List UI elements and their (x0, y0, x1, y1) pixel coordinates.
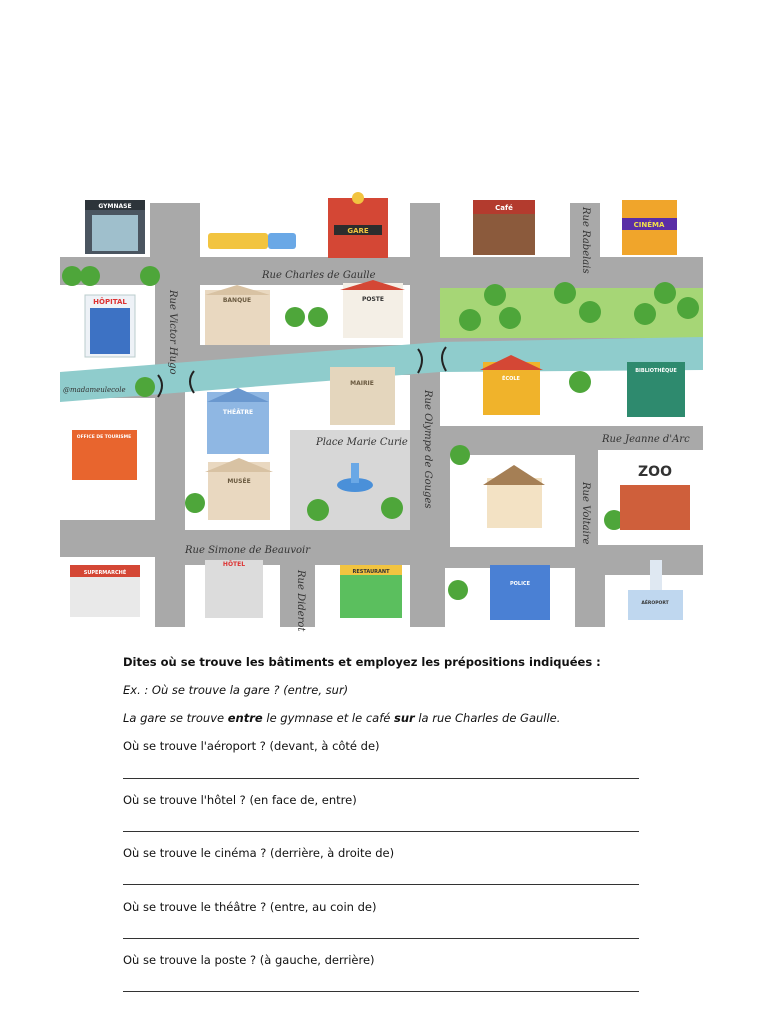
svg-text:CINÉMA: CINÉMA (633, 221, 665, 229)
example-answer (123, 711, 560, 725)
example-answer-part2: le gymnase et le café (262, 711, 394, 725)
building-office-tourisme (72, 430, 137, 480)
answer-line[interactable] (123, 831, 639, 832)
svg-text:HÔTEL: HÔTEL (222, 561, 246, 568)
svg-text:AÉROPORT: AÉROPORT (641, 601, 669, 606)
svg-text:ÉCOLE: ÉCOLE (502, 376, 520, 382)
building-cinema (622, 200, 677, 255)
question: Où se trouve le théâtre ? (entre, au coin de) (123, 900, 377, 914)
example-answer-part1: La gare se trouve (123, 711, 228, 725)
answer-line[interactable] (123, 884, 639, 885)
svg-text:GARE: GARE (347, 227, 369, 235)
street-label: Rue Simone de Beauvoir (185, 545, 310, 556)
place-label: Place Marie Curie (316, 437, 408, 448)
svg-text:GYMNASE: GYMNASE (98, 203, 132, 210)
building-cafe (473, 200, 535, 255)
building-ecole (480, 355, 543, 415)
street-label: Rue Charles de Gaulle (262, 270, 376, 281)
question: Où se trouve la poste ? (à gauche, derrière) (123, 953, 375, 967)
svg-text:SUPERMARCHÉ: SUPERMARCHÉ (83, 570, 127, 576)
building-poste (340, 280, 405, 338)
question: Où se trouve l'hôtel ? (en face de, entre) (123, 793, 357, 807)
svg-text:POLICE: POLICE (509, 581, 531, 587)
svg-text:THÉÂTRE: THÉÂTRE (222, 409, 254, 416)
building-supermarche (70, 565, 140, 617)
svg-text:OFFICE DE TOURISME: OFFICE DE TOURISME (76, 435, 132, 440)
building-hopital (85, 295, 135, 357)
building-restaurant (340, 565, 402, 618)
svg-text:MAIRIE: MAIRIE (350, 380, 374, 387)
question: Où se trouve l'aéroport ? (devant, à côté de) (123, 739, 380, 753)
street-label: Rue Diderot (295, 570, 306, 632)
street-label: Rue Olympe de Gouges (422, 390, 433, 509)
street-label: Rue Voltaire (580, 482, 591, 545)
svg-text:Café: Café (495, 204, 513, 212)
street-label: Rue Rabelais (580, 207, 591, 274)
answer-line[interactable] (123, 991, 639, 992)
building-gare (328, 192, 388, 258)
example-answer-part3: la rue Charles de Gaulle. (414, 711, 561, 725)
building-bibliotheque (627, 362, 685, 417)
answer-line[interactable] (123, 778, 639, 779)
street-label: Rue Victor Hugo (167, 290, 178, 375)
building-mairie (330, 367, 395, 425)
svg-text:ZOO: ZOO (638, 464, 672, 480)
svg-text:RESTAURANT: RESTAURANT (352, 569, 390, 575)
building-gymnase (85, 200, 145, 254)
example-question: Ex. : Où se trouve la gare ? (entre, sur) (123, 683, 349, 697)
building-banque (205, 285, 270, 345)
building-theatre (207, 388, 269, 454)
example-answer-bold1: entre (227, 711, 263, 725)
svg-text:HÔPITAL: HÔPITAL (93, 298, 127, 306)
instructions: Dites où se trouve les bâtiments et employez les prépositions indiquées : (123, 655, 601, 669)
question: Où se trouve le cinéma ? (derrière, à droite de) (123, 846, 395, 860)
street-label: Rue Jeanne d'Arc (602, 434, 690, 445)
svg-text:POSTE: POSTE (361, 296, 385, 303)
svg-text:BIBLIOTHÈQUE: BIBLIOTHÈQUE (635, 368, 677, 374)
bus-icon (208, 233, 296, 249)
answer-line[interactable] (123, 938, 639, 939)
building-hotel (205, 560, 263, 618)
example-answer-bold2: sur (393, 711, 415, 725)
building-musee (205, 458, 273, 520)
watermark: @madameulecole (63, 386, 126, 394)
svg-text:BANQUE: BANQUE (222, 297, 252, 304)
building-commissariat (490, 565, 550, 620)
svg-text:MUSÉE: MUSÉE (227, 478, 251, 485)
